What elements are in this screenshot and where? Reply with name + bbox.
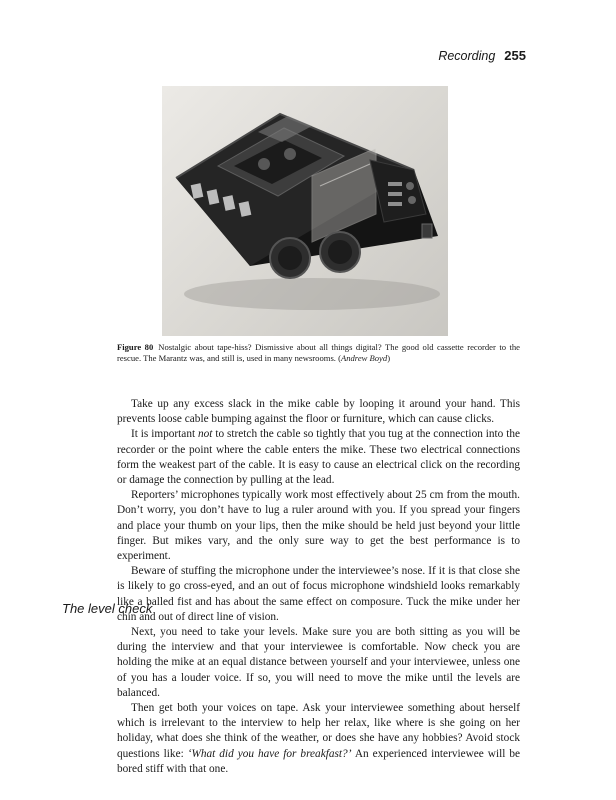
emphasis-text: not — [198, 428, 213, 441]
figure-label: Figure 80 — [117, 342, 154, 352]
section-heading: The level check — [62, 601, 153, 616]
cassette-recorder-photo — [162, 86, 448, 336]
running-section-title: Recording — [438, 49, 496, 63]
caption-text: Nostalgic about tape-hiss? Dismissive about all things digital? The good old cassette recorder to the rescue. The Marantz was, and still is, used in many newsrooms. ( — [117, 342, 520, 364]
paragraph — [117, 427, 520, 488]
paragraph: Take up any excess slack in the mike cable by looping it around your hand. This prevents loose cable bumping against the floor or furniture, which can cause clicks. — [117, 398, 520, 426]
paragraph-text: Then get both your voices on tape. Ask your interviewee something about herself which is irrelevant to the interview to help her relax, like where is she going on her holiday, what does she think of the weather, or does she have any hobbies? Avoid stock questions like: — [117, 702, 520, 760]
caption-end: ) — [387, 353, 391, 364]
photo-credit: Andrew Boyd — [340, 353, 388, 364]
body-text-level-check — [117, 625, 520, 777]
paragraph-text: It is important — [131, 428, 198, 441]
paragraph-text: to stretch the cable so tightly that you tug at the connection into the recorder or the point where the cable enters the mike. These two electrical connections form the weakest part of the cable. It is easy to cause an electrical click on the recording or damage the connection by pulling at the lead. — [117, 428, 520, 487]
paragraph — [117, 701, 520, 777]
emphasis-text: ‘What did you have for breakfast?’ — [187, 747, 352, 760]
page-number: 255 — [504, 48, 526, 63]
running-header — [438, 48, 526, 63]
paragraph: Next, you need to take your levels. Make sure you are both sitting as you will be during the interview and that your interviewee is comfortable. Now check you are holding the mike at an equal distance between yourself and your interviewee, unless one of you has a louder voice. If so, you will need to move the mike until the levels are balanced. — [117, 626, 520, 699]
paragraph: Beware of stuffing the microphone under the interviewee’s nose. If it is that close she is likely to go cross-eyed, and an out of focus microphone windshield looks remarkably like a balled fist and has about the same effect on composure. Tuck the mike under her chin and out of direct line of vision. — [117, 565, 520, 623]
paragraph: Reporters’ microphones typically work most effectively about 25 cm from the mouth. Don’t worry, you don’t have to lug a ruler around with you. If you spread your fingers and place your thumb on your lips, then the mike should be held just beyond your little finger. But mikes vary, and the only sure way to get the best performance is to experiment. — [117, 489, 520, 563]
body-text-top — [117, 397, 520, 625]
figure-caption — [117, 342, 520, 365]
paragraph-text: An experienced interviewee will be bored stiff with that one. — [117, 747, 520, 775]
